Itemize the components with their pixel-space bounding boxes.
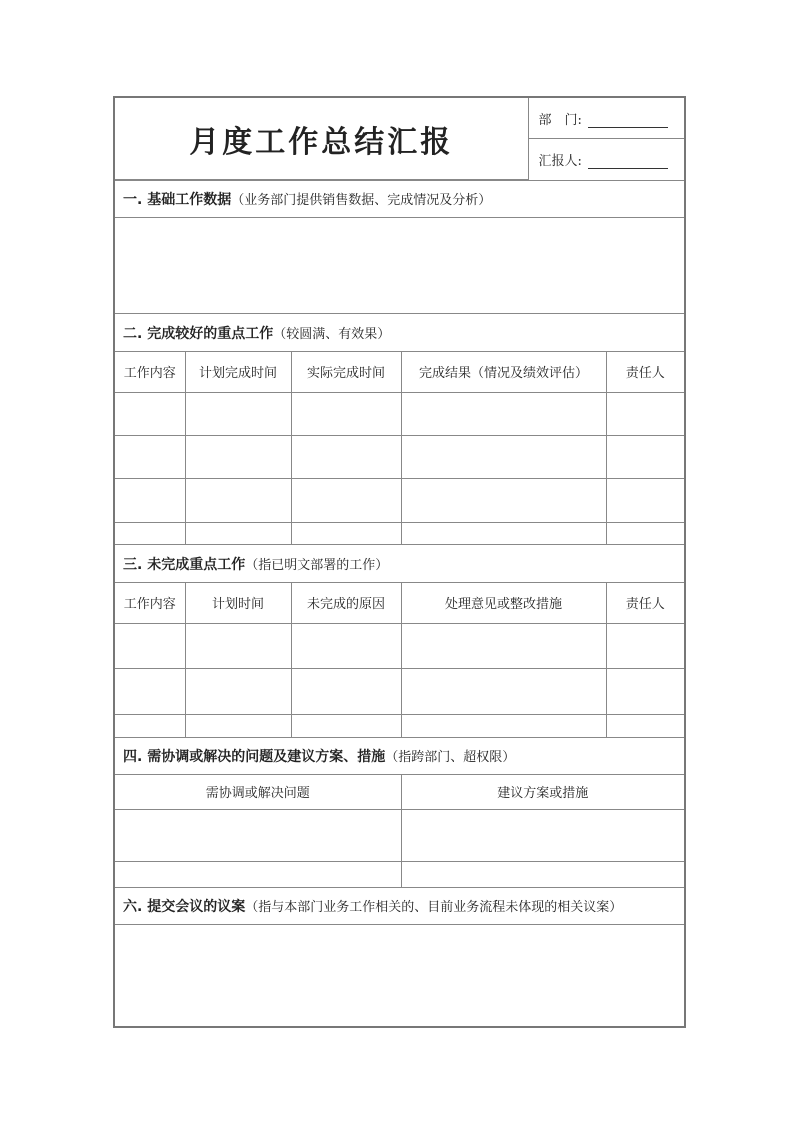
section-1-heading (115, 181, 684, 218)
table-cell[interactable] (401, 714, 606, 737)
report-form (113, 96, 686, 1028)
section-6-title: 六. 提交会议的议案 (123, 899, 246, 915)
page-title: 月度工作总结汇报 (115, 98, 528, 180)
table-cell[interactable] (185, 714, 291, 737)
section-1-note: （业务部门提供销售数据、完成情况及分析） (231, 193, 492, 208)
column-header: 完成结果（情况及绩效评估） (401, 352, 606, 392)
section-2-table (115, 352, 684, 544)
column-header: 工作内容 (115, 352, 185, 392)
table-cell[interactable] (606, 435, 684, 478)
table-header-row (115, 583, 684, 623)
table-row (115, 861, 684, 887)
table-row (115, 522, 684, 544)
section-2-table-cell (115, 352, 684, 545)
section-3-table-cell (115, 583, 684, 738)
table-cell[interactable] (291, 669, 401, 715)
table-cell[interactable] (115, 435, 185, 478)
table-cell[interactable] (401, 861, 684, 887)
reporter-input[interactable] (588, 156, 668, 169)
section-2-title: 二. 完成较好的重点工作 (123, 325, 274, 342)
table-cell[interactable] (401, 435, 606, 478)
table-cell[interactable] (401, 522, 606, 544)
section-1-title: 一. 基础工作数据 (123, 192, 232, 208)
table-row (115, 479, 684, 522)
section-6-heading (115, 888, 684, 925)
table-row (115, 623, 684, 669)
table-cell[interactable] (291, 435, 401, 478)
report-table (115, 98, 684, 1026)
table-row (115, 392, 684, 435)
department-input[interactable] (588, 115, 668, 128)
table-cell[interactable] (606, 714, 684, 737)
section-3-heading (115, 545, 684, 583)
reporter-field (528, 139, 684, 180)
table-cell[interactable] (401, 623, 606, 669)
department-field (528, 98, 684, 139)
table-cell[interactable] (115, 809, 401, 861)
column-header: 工作内容 (115, 583, 185, 623)
table-row (115, 714, 684, 737)
table-cell[interactable] (115, 522, 185, 544)
department-label: 部 门: (538, 112, 582, 128)
table-cell[interactable] (291, 479, 401, 522)
table-cell[interactable] (606, 479, 684, 522)
section-4-table (115, 775, 684, 887)
column-header: 计划完成时间 (185, 352, 291, 392)
table-cell[interactable] (291, 392, 401, 435)
table-header-row (115, 775, 684, 809)
column-header: 未完成的原因 (291, 583, 401, 623)
table-cell[interactable] (115, 479, 185, 522)
table-cell[interactable] (115, 714, 185, 737)
column-header: 处理意见或整改措施 (401, 583, 606, 623)
column-header: 计划时间 (185, 583, 291, 623)
table-row (115, 669, 684, 715)
table-cell[interactable] (185, 623, 291, 669)
table-cell[interactable] (291, 522, 401, 544)
table-cell[interactable] (291, 623, 401, 669)
table-cell[interactable] (606, 669, 684, 715)
table-header-row (115, 352, 684, 392)
table-row (115, 435, 684, 478)
table-cell[interactable] (606, 522, 684, 544)
section-4-title: 四. 需协调或解决的问题及建议方案、措施 (123, 749, 386, 765)
table-cell[interactable] (115, 623, 185, 669)
table-cell[interactable] (115, 861, 401, 887)
table-cell[interactable] (185, 435, 291, 478)
table-cell[interactable] (401, 669, 606, 715)
column-header: 需协调或解决问题 (115, 775, 401, 809)
section-4-table-cell (115, 775, 684, 888)
reporter-label: 汇报人: (538, 153, 582, 169)
column-header: 建议方案或措施 (401, 775, 684, 809)
table-cell[interactable] (606, 392, 684, 435)
section-2-heading (115, 314, 684, 352)
section-6-note: （指与本部门业务工作相关的、目前业务流程未体现的相关议案） (245, 900, 623, 915)
section-4-heading (115, 738, 684, 775)
table-cell[interactable] (401, 809, 684, 861)
table-cell[interactable] (606, 623, 684, 669)
section-1-body[interactable] (115, 218, 684, 314)
column-header: 实际完成时间 (291, 352, 401, 392)
table-row (115, 809, 684, 861)
column-header: 责任人 (606, 352, 684, 392)
table-cell[interactable] (291, 714, 401, 737)
section-2-note: （较圆满、有效果） (273, 326, 391, 342)
table-cell[interactable] (115, 392, 185, 435)
table-cell[interactable] (185, 479, 291, 522)
table-cell[interactable] (185, 392, 291, 435)
section-3-table (115, 583, 684, 737)
column-header: 责任人 (606, 583, 684, 623)
section-3-note: （指已明文部署的工作） (245, 557, 389, 573)
section-3-title: 三. 未完成重点工作 (123, 556, 246, 573)
section-4-note: （指跨部门、超权限） (385, 750, 516, 765)
table-cell[interactable] (401, 479, 606, 522)
header-row (115, 98, 684, 181)
table-cell[interactable] (185, 522, 291, 544)
table-cell[interactable] (401, 392, 606, 435)
table-cell[interactable] (185, 669, 291, 715)
table-cell[interactable] (115, 669, 185, 715)
section-6-body[interactable] (115, 925, 684, 1027)
